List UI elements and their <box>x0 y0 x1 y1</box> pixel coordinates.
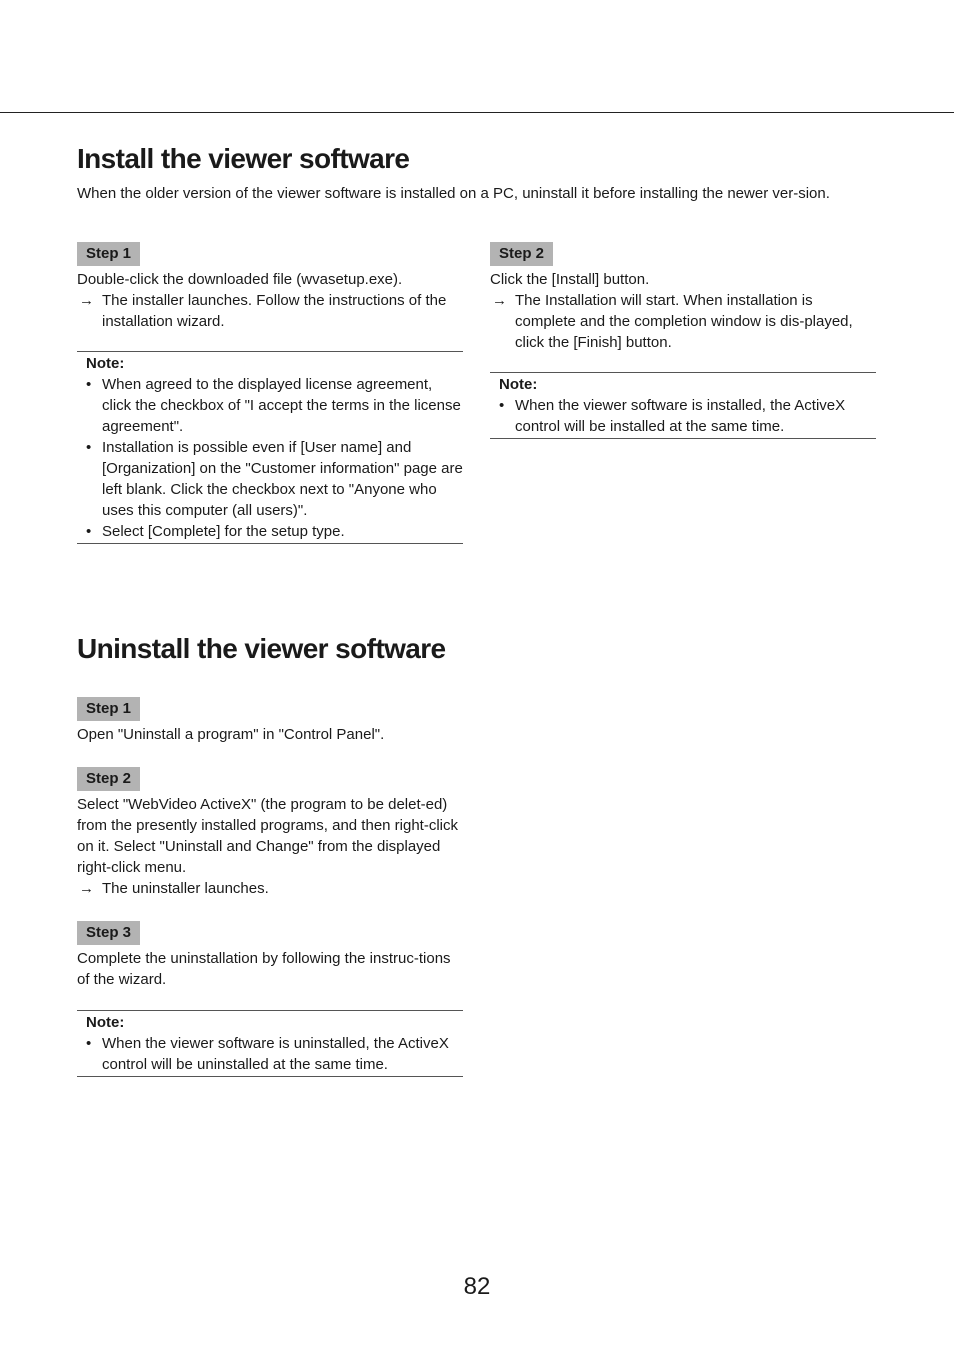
install-step1-result-text: The installer launches. Follow the instructions of the installation wizard. <box>102 292 447 330</box>
uninstall-column <box>77 697 463 1077</box>
install-step2-note <box>490 372 876 439</box>
note-item <box>77 437 463 521</box>
install-step1-text: Double-click the downloaded file (wvasetup.exe). <box>77 271 403 288</box>
install-step1-column <box>77 242 463 544</box>
bullet-icon: • <box>86 523 92 540</box>
note-item <box>490 395 876 437</box>
note-title: Note: <box>86 355 125 372</box>
install-step2-column <box>490 242 876 439</box>
install-step1-note <box>77 351 463 544</box>
header-rule <box>0 112 954 113</box>
note-item-text: Installation is possible even if [User name] and [Organization] on the "Customer information" page are left blank. Click the checkbox next to "Anyone who uses this computer (all users)". <box>102 439 463 519</box>
uninstall-note <box>77 1010 463 1077</box>
bullet-icon: • <box>499 397 505 414</box>
note-item-text: When agreed to the displayed license agreement, click the checkbox of "I accept the terms in the license agreement". <box>102 376 461 435</box>
install-step2-text: Click the [Install] button. <box>490 271 650 288</box>
arrow-icon: → <box>492 292 507 309</box>
uninstall-section-title: Uninstall the viewer software <box>77 633 446 664</box>
install-step1-label: Step 1 <box>77 242 140 266</box>
note-list <box>77 1033 463 1075</box>
arrow-icon: → <box>79 880 94 897</box>
note-item-text: When the viewer software is installed, the ActiveX control will be installed at the same time. <box>515 397 846 435</box>
note-item-text: When the viewer software is uninstalled, the ActiveX control will be uninstalled at the same time. <box>102 1035 449 1073</box>
install-step2-result <box>490 290 876 353</box>
note-list <box>490 395 876 437</box>
arrow-icon: → <box>79 292 94 309</box>
bullet-icon: • <box>86 376 92 393</box>
page-number: 82 <box>463 1273 491 1300</box>
note-title: Note: <box>86 1014 125 1031</box>
uninstall-step3-label: Step 3 <box>77 921 140 945</box>
install-section-title: Install the viewer software <box>77 143 410 174</box>
note-item-text: Select [Complete] for the setup type. <box>102 523 345 540</box>
note-title: Note: <box>499 376 538 393</box>
note-item <box>77 374 463 437</box>
install-step1-result <box>77 290 463 332</box>
note-item <box>77 521 463 542</box>
install-intro: When the older version of the viewer software is installed on a PC, uninstall it before installing the newer ver-sion. <box>77 185 830 202</box>
uninstall-step2-label: Step 2 <box>77 767 140 791</box>
bullet-icon: • <box>86 439 92 456</box>
uninstall-step2-result-text: The uninstaller launches. <box>102 880 269 897</box>
install-step2-result-text: The Installation will start. When installation is complete and the completion window is dis-played, click the [Finish] button. <box>515 292 853 351</box>
uninstall-step2-text: Select "WebVideo ActiveX" (the program to be delet-ed) from the presently installed programs, and then right-click on it. Select "Uninstall and Change" from the displayed right-click menu. <box>77 796 459 876</box>
uninstall-step2-result <box>77 878 463 899</box>
note-list <box>77 374 463 542</box>
uninstall-step1-label: Step 1 <box>77 697 140 721</box>
note-item <box>77 1033 463 1075</box>
install-step2-label: Step 2 <box>490 242 553 266</box>
uninstall-step3-text: Complete the uninstallation by following the instruc-tions of the wizard. <box>77 950 451 988</box>
uninstall-step1-text: Open "Uninstall a program" in "Control Panel". <box>77 726 385 743</box>
bullet-icon: • <box>86 1035 92 1052</box>
